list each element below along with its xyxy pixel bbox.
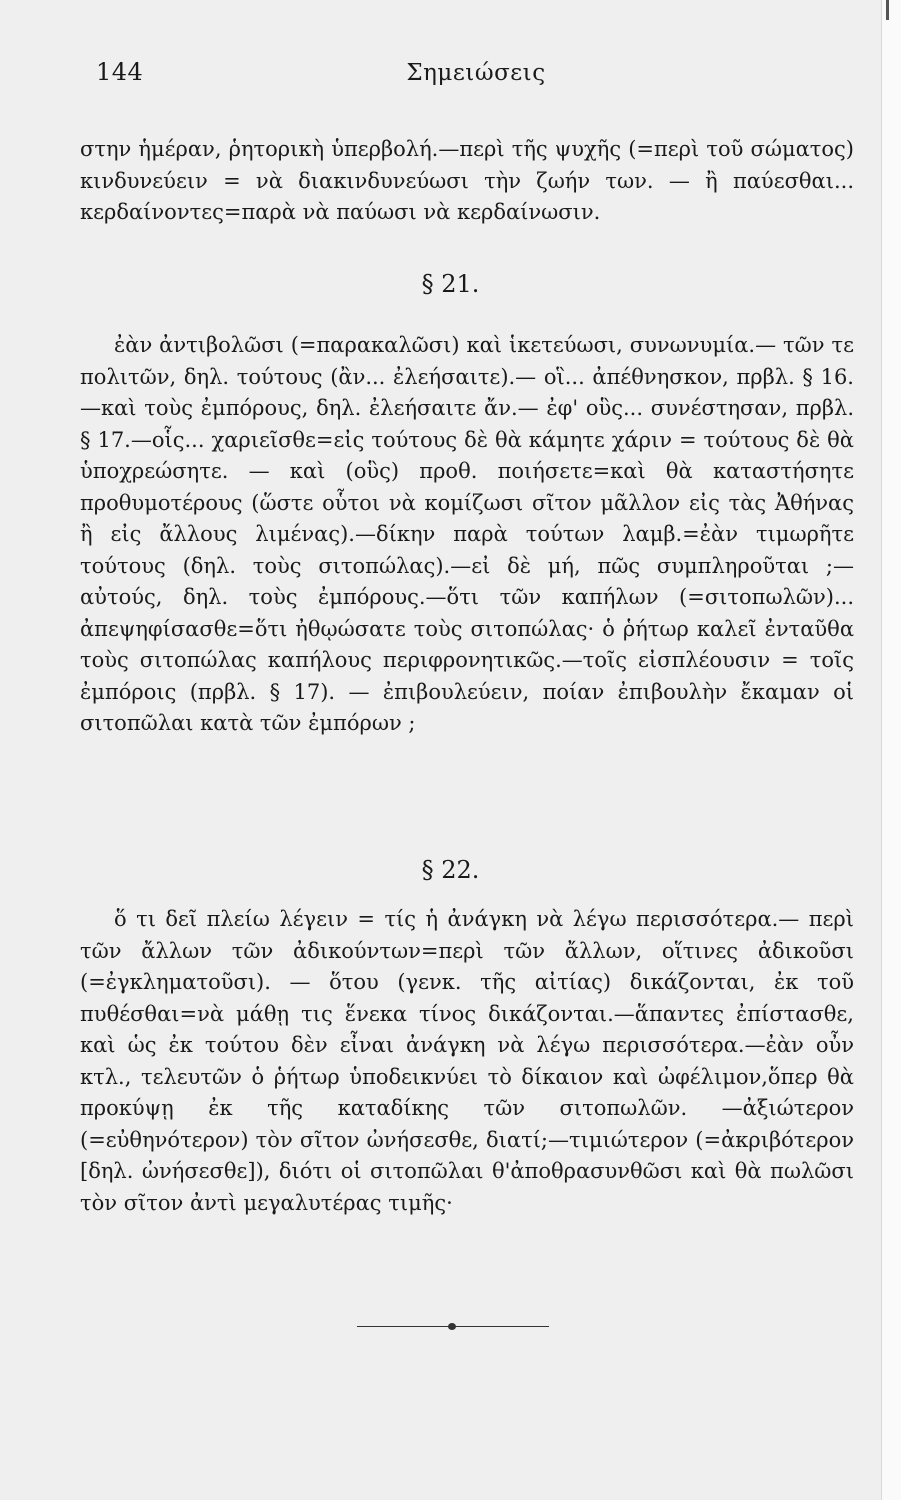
page-number: 144: [96, 58, 144, 86]
intro-paragraph: στην ἡμέραν, ῥητορικὴ ὑπερβολή.—περὶ τῆς ψυχῆς (=περὶ τοῦ σώματος) κινδυνεύειν = νὰ διακινδυνεύωσι τὴν ζωήν των. — ἢ παύεσθαι... κερδαίνοντες=παρὰ νὰ παύωσι νὰ κερδαίνωσιν.: [80, 137, 854, 224]
edge-mark: [886, 0, 889, 20]
running-head: Σημειώσεις: [406, 60, 546, 86]
intro-paragraph-block: [80, 134, 854, 229]
section-21-heading: § 21.: [421, 270, 480, 298]
section-22-heading: § 22.: [421, 856, 480, 884]
divider-ornament: [448, 1323, 456, 1330]
section-22-block: [80, 904, 854, 1219]
page-edge: [881, 0, 901, 1500]
section-22-text: ὅ τι δεῖ πλείω λέγειν = τίς ἡ ἀνάγκη νὰ λέγω περισσότερα.— περὶ τῶν ἄλλων τῶν ἀδικούντων=περὶ τῶν ἄλλων, οἵτινες ἀδικοῦσι (=ἐγκληματοῦσι). — ὅτου (γενκ. τῆς αἰτίας) δικάζονται, ἐκ τοῦ πυθέσθαι=νὰ μάθῃ τις ἕνεκα τίνος δικάζονται.—ἅπαντες ἐπίστασθε, καὶ ὡς ἐκ τούτου δὲν εἶναι ἀνάγκη νὰ λέγω περισσότερα.—ἐὰν οὖν κτλ., τελευτῶν ὁ ῥήτωρ ὑποδεικνύει τὸ δίκαιον καὶ ὠφέλιμον,ὅπερ θὰ προκύψῃ ἐκ τῆς καταδίκης τῶν σιτοπωλῶν. —ἀξιώτερον (=εὐθηνότερον) τὸν σῖτον ὠνήσεσθε, διατί;—τιμιώτερον (=ἀκριβότερον [δηλ. ὠνήσεσθε]), διότι οἱ σιτοπῶλαι θ'ἀποθρασυνθῶσι καὶ θὰ πωλῶσι τὸν σῖτον ἀντὶ μεγαλυτέρας τιμῆς·: [80, 907, 854, 1215]
section-21-block: [80, 330, 854, 740]
page-header: [96, 58, 856, 98]
section-21-text: ἐὰν ἀντιβολῶσι (=παρακαλῶσι) καὶ ἱκετεύωσι, συνωνυμία.— τῶν τε πολιτῶν, δηλ. τούτους (ἂν... ἐλεήσαιτε).— οἳ... ἀπέθνησκον, πρβλ. § 16.—καὶ τοὺς ἐμπόρους, δηλ. ἐλεήσαιτε ἄν.— ἐφ' οὓς... συνέστησαν, πρβλ. § 17.—οἷς... χαριεῖσθε=εἰς τούτους δὲ θὰ κάμητε χάριν = τούτους δὲ θὰ ὑποχρεώσητε. — καὶ (οὓς) προθ. ποιήσετε=καὶ θὰ καταστήσητε προθυμοτέρους (ὥστε οὗτοι νὰ κομίζωσι σῖτον μᾶλλον εἰς τὰς Ἀθήνας ἢ εἰς ἄλλους λιμένας).—δίκην παρὰ τούτων λαμβ.=ἐὰν τιμωρῆτε τούτους (δηλ. τοὺς σιτοπώλας).—εἰ δὲ μή, πῶς συμπληροῦται ;—αὐτούς, δηλ. τοὺς ἐμπόρους.—ὅτι τῶν καπήλων (=σιτοπωλῶν)... ἀπεψηφίσασθε=ὅτι ἠθῳώσατε τοὺς σιτοπώλας· ὁ ῥήτωρ καλεῖ ἐνταῦθα τοὺς σιτοπώλας καπήλους περιφρονητικῶς.—τοῖς εἰσπλέουσιν = τοῖς ἐμπόροις (πρβλ. § 17). — ἐπιβουλεύειν, ποίαν ἐπιβουλὴν ἔκαμαν οἱ σιτοπῶλαι κατὰ τῶν ἐμπόρων ;: [80, 333, 854, 735]
